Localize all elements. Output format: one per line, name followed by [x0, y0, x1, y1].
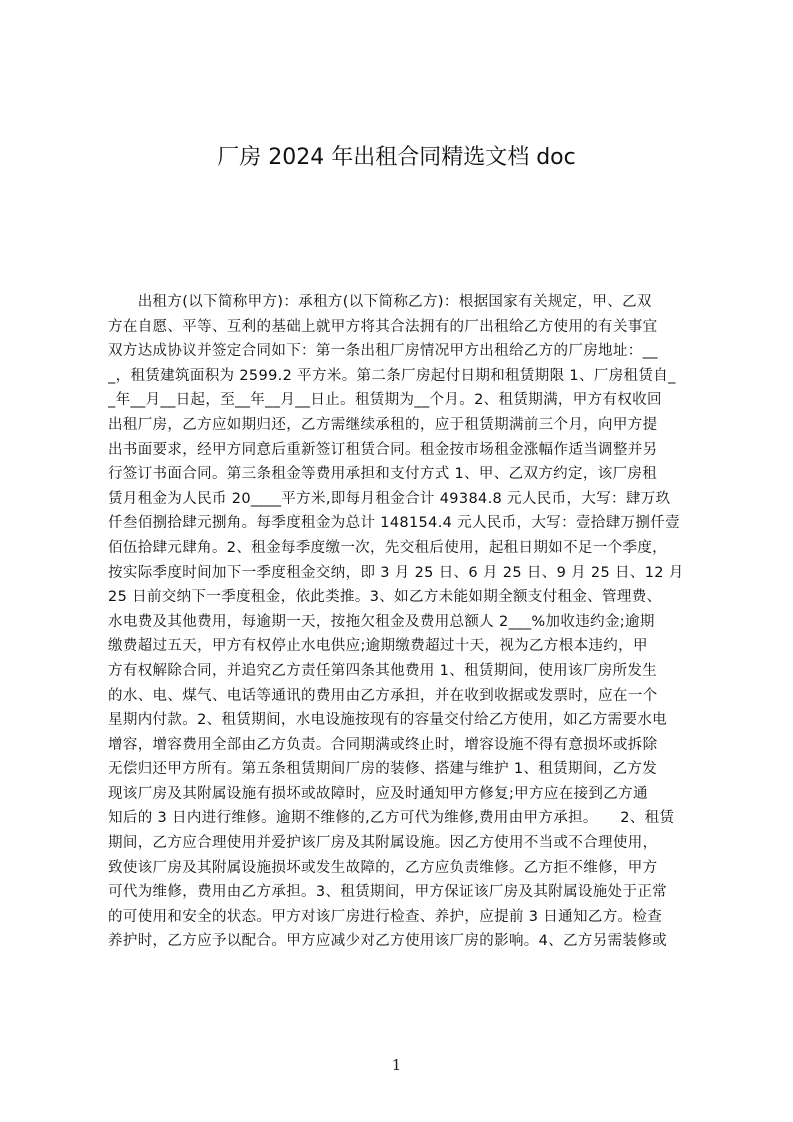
body-text-line: 星期内付款。2、租赁期间，水电设施按现有的容量交付给乙方使用，如乙方需要水电 [108, 712, 668, 729]
body-text-line: 养护时，乙方应予以配合。甲方应减少对乙方使用该厂房的影响。4、乙方另需装修或 [108, 933, 668, 950]
contract-body [108, 290, 698, 1030]
body-text-line: 佰伍拾肆元肆角。2、租金每季度缴一次，先交租后使用，起租日期如不足一个季度， [108, 539, 668, 556]
body-text-line: 出租厂房，乙方应如期归还，乙方需继续承租的，应于租赁期满前三个月，向甲方提 [108, 416, 658, 433]
body-text-line: 知后的 3 日内进行维修。逾期不维修的,乙方可代为维修,费用由甲方承担。 2、租赁 [108, 810, 675, 827]
body-text-line: 双方达成协议并签定合同如下：第一条出租厂房情况甲方出租给乙方的厂房地址：__ [108, 343, 658, 360]
body-text-line: 缴费超过五天，甲方有权停止水电供应;逾期缴费超过十天，视为乙方根本违约，甲 [108, 638, 648, 655]
body-text-line: 方在自愿、平等、互利的基础上就甲方将其合法拥有的厂出租给乙方使用的有关事宜 [108, 318, 658, 335]
body-text-line: 出书面要求，经甲方同意后重新签订租赁合同。租金按市场租金涨幅作适当调整并另 [108, 441, 658, 458]
body-text-line: _年__月__日起，至__年__月__日止。租赁期为__个月。2、租赁期满，甲方有权收回 [108, 392, 662, 409]
body-text-line: 增容，增容费用全部由乙方负责。合同期满或终止时，增容设施不得有意损坏或拆除 [108, 736, 658, 753]
body-text-line: 仟叁佰捌拾肆元捌角。每季度租金为总计 148154.4 元人民币，大写：壹拾肆万捌仟壹 [108, 515, 680, 532]
body-text-line: 方有权解除合同，并追究乙方责任第四条其他费用 1、租赁期间，使用该厂房所发生 [108, 662, 658, 679]
body-text-line: 的可使用和安全的状态。甲方对该厂房进行检查、养护，应提前 3 日通知乙方。检查 [108, 908, 663, 925]
body-text-line: 致使该厂房及其附属设施损坏或发生故障的，乙方应负责维修。乙方拒不维修，甲方 [108, 859, 658, 876]
body-text-line: 25 日前交纳下一季度租金，依此类推。3、如乙方未能如期全额支付租金、管理费、 [108, 589, 662, 606]
page-number: 1 [391, 1056, 402, 1074]
body-text-line: 出租方(以下简称甲方)：承租方(以下简称乙方)：根据国家有关规定，甲、乙双 [108, 294, 652, 310]
body-text-line: 水电费及其他费用，每逾期一天，按拖欠租金及费用总额人 2___%加收违约金;逾期 [108, 613, 655, 630]
body-text-line: 现该厂房及其附属设施有损坏或故障时，应及时通知甲方修复;甲方应在接到乙方通 [108, 785, 648, 802]
body-text-line: _，租赁建筑面积为 2599.2 平方米。第二条厂房起付日期和租赁期限 1、厂房租赁自_ [108, 367, 676, 384]
body-text-line: 可代为维修，费用由乙方承担。3、租赁期间，甲方保证该厂房及其附属设施处于正常 [108, 884, 668, 901]
body-text-line: 行签订书面合同。第三条租金等费用承担和支付方式 1、甲、乙双方约定，该厂房租 [108, 466, 658, 483]
body-text-line: 的水、电、煤气、电话等通讯的费用由乙方承担，并在收到收据或发票时，应在一个 [108, 687, 658, 704]
document-title: 厂房 2024 年出租合同精选文档 doc [217, 145, 576, 170]
body-text-line: 按实际季度时间加下一季度租金交纳，即 3 月 25 日、6 月 25 日、9 月 25 日、12 月 [108, 564, 684, 581]
body-text-line: 赁月租金为人民币 20____平方米,即每月租金合计 49384.8 元人民币，大写：肆万玖 [108, 490, 671, 507]
body-text-line: 期间，乙方应合理使用并爱护该厂房及其附属设施。因乙方使用不当或不合理使用， [108, 835, 658, 852]
body-text-line: 无偿归还甲方所有。第五条租赁期间厂房的装修、搭建与维护 1、租赁期间，乙方发 [108, 761, 658, 778]
